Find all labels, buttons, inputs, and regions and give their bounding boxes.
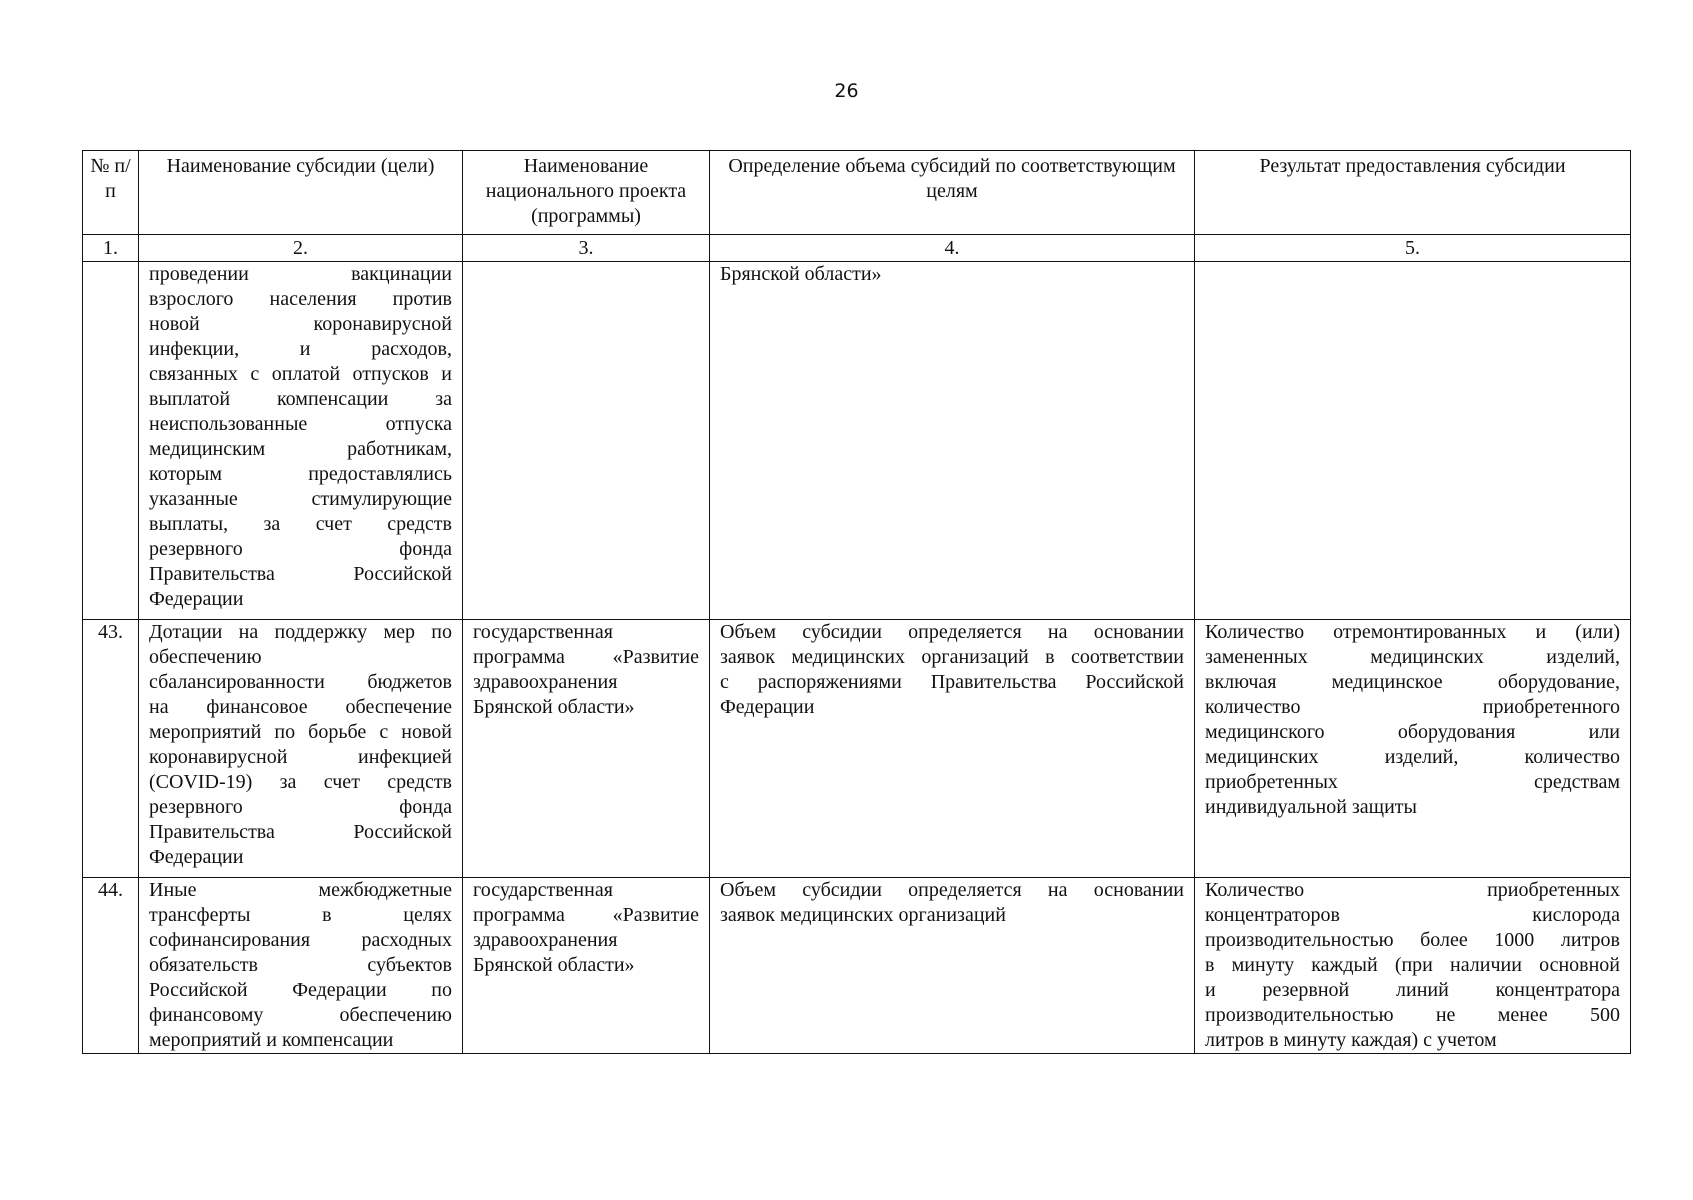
- text-line: Правительства Российской: [149, 563, 452, 585]
- text-line: Брянской области»: [473, 954, 635, 976]
- cell-national-project: [463, 262, 710, 620]
- text-line: софинансирования расходных: [149, 929, 452, 951]
- text-line: концентраторов кислорода: [1205, 904, 1620, 926]
- text-line: Российской Федерации по: [149, 979, 452, 1001]
- header-subsidy-name: Наименование субсидии (цели): [139, 151, 463, 235]
- text-line: неиспользованные отпуска: [149, 413, 452, 435]
- text-line: литров в минуту каждая) с учетом: [1205, 1029, 1497, 1051]
- text-line: количество приобретенного: [1205, 696, 1620, 718]
- text-line: Иные межбюджетные: [149, 879, 452, 901]
- text-line: Федерации: [149, 846, 244, 868]
- column-number: 2.: [139, 235, 463, 262]
- text-line: Объем субсидии определяется на основании: [720, 621, 1184, 643]
- text-line: и резервной линий концентратора: [1205, 979, 1620, 1001]
- text-line: которым предоставлялись: [149, 463, 452, 485]
- cell-volume-definition: [710, 620, 1195, 878]
- text-line: Брянской области»: [720, 263, 882, 285]
- cell-number: [83, 262, 139, 620]
- text-line: проведении вакцинации: [149, 263, 452, 285]
- text-line: инфекции, и расходов,: [149, 338, 452, 360]
- text-line: медицинского оборудования или: [1205, 721, 1620, 743]
- text-line: взрослого населения против: [149, 288, 452, 310]
- table-row: [83, 878, 1631, 1054]
- text-line: заявок медицинских организаций в соответствии: [720, 646, 1184, 668]
- cell-national-project: [463, 878, 710, 1054]
- text-line: выплатой компенсации за: [149, 388, 452, 410]
- header-result: Результат предоставления субсидии: [1195, 151, 1631, 235]
- text-line: программа «Развитие: [473, 646, 699, 668]
- text-line: производительностью более 1000 литров: [1205, 929, 1620, 951]
- text-line: сбалансированности бюджетов: [149, 671, 452, 693]
- page-number: 26: [834, 80, 859, 102]
- text-line: медицинских изделий, количество: [1205, 746, 1620, 768]
- text-line: обеспечению: [149, 646, 262, 668]
- column-number: 5.: [1195, 235, 1631, 262]
- column-number: 1.: [83, 235, 139, 262]
- text-line: включая медицинское оборудование,: [1205, 671, 1620, 693]
- text-line: индивидуальной защиты: [1205, 796, 1417, 818]
- cell-result: [1195, 620, 1631, 878]
- text-line: Брянской области»: [473, 696, 635, 718]
- text-line: выплаты, за счет средств: [149, 513, 452, 535]
- text-line: производительностью не менее 500: [1205, 1004, 1620, 1026]
- text-line: заявок медицинских организаций: [720, 904, 1006, 926]
- text-line: Дотации на поддержку мер по: [149, 621, 452, 643]
- cell-number: 44.: [83, 878, 139, 1054]
- text-line: программа «Развитие: [473, 904, 699, 926]
- text-line: коронавирусной инфекцией: [149, 746, 452, 768]
- cell-number: 43.: [83, 620, 139, 878]
- cell-volume-definition: [710, 878, 1195, 1054]
- text-line: Количество приобретенных: [1205, 879, 1620, 901]
- text-line: Федерации: [720, 696, 815, 718]
- text-line: (COVID-19) за счет средств: [149, 771, 452, 793]
- text-line: указанные стимулирующие: [149, 488, 452, 510]
- subsidy-table: [82, 150, 1631, 1054]
- text-line: связанных с оплатой отпусков и: [149, 363, 452, 385]
- cell-volume-definition: [710, 262, 1195, 620]
- cell-subsidy-name: [139, 262, 463, 620]
- text-line: мероприятий по борьбе с новой: [149, 721, 452, 743]
- header-number: № п/п: [83, 151, 139, 235]
- header-national-project: Наименование национального проекта (программы): [463, 151, 710, 235]
- cell-result: [1195, 262, 1631, 620]
- text-line: мероприятий и компенсации: [149, 1029, 394, 1051]
- column-number-row: [83, 235, 1631, 262]
- text-line: медицинским работникам,: [149, 438, 452, 460]
- text-line: резервного фонда: [149, 796, 452, 818]
- text-line: Объем субсидии определяется на основании: [720, 879, 1184, 901]
- table-header-row: [83, 151, 1631, 235]
- text-line: на финансовое обеспечение: [149, 696, 452, 718]
- cell-subsidy-name: [139, 620, 463, 878]
- text-line: Правительства Российской: [149, 821, 452, 843]
- cell-subsidy-name: [139, 878, 463, 1054]
- cell-result: [1195, 878, 1631, 1054]
- table-row: [83, 620, 1631, 878]
- cell-national-project: [463, 620, 710, 878]
- text-line: Федерации: [149, 588, 244, 610]
- text-line: в минуту каждый (при наличии основной: [1205, 954, 1620, 976]
- text-line: Количество отремонтированных и (или): [1205, 621, 1620, 643]
- column-number: 4.: [710, 235, 1195, 262]
- text-line: замененных медицинских изделий,: [1205, 646, 1620, 668]
- text-line: трансферты в целях: [149, 904, 452, 926]
- text-line: здравоохранения: [473, 929, 618, 951]
- column-number: 3.: [463, 235, 710, 262]
- text-line: обязательств субъектов: [149, 954, 452, 976]
- text-line: государственная: [473, 621, 613, 643]
- text-line: резервного фонда: [149, 538, 452, 560]
- text-line: государственная: [473, 879, 613, 901]
- text-line: здравоохранения: [473, 671, 618, 693]
- table-row: [83, 262, 1631, 620]
- text-line: приобретенных средствам: [1205, 771, 1620, 793]
- text-line: с распоряжениями Правительства Российской: [720, 671, 1184, 693]
- text-line: новой коронавирусной: [149, 313, 452, 335]
- header-volume-definition: Определение объема субсидий по соответствующим целям: [710, 151, 1195, 235]
- text-line: финансовому обеспечению: [149, 1004, 452, 1026]
